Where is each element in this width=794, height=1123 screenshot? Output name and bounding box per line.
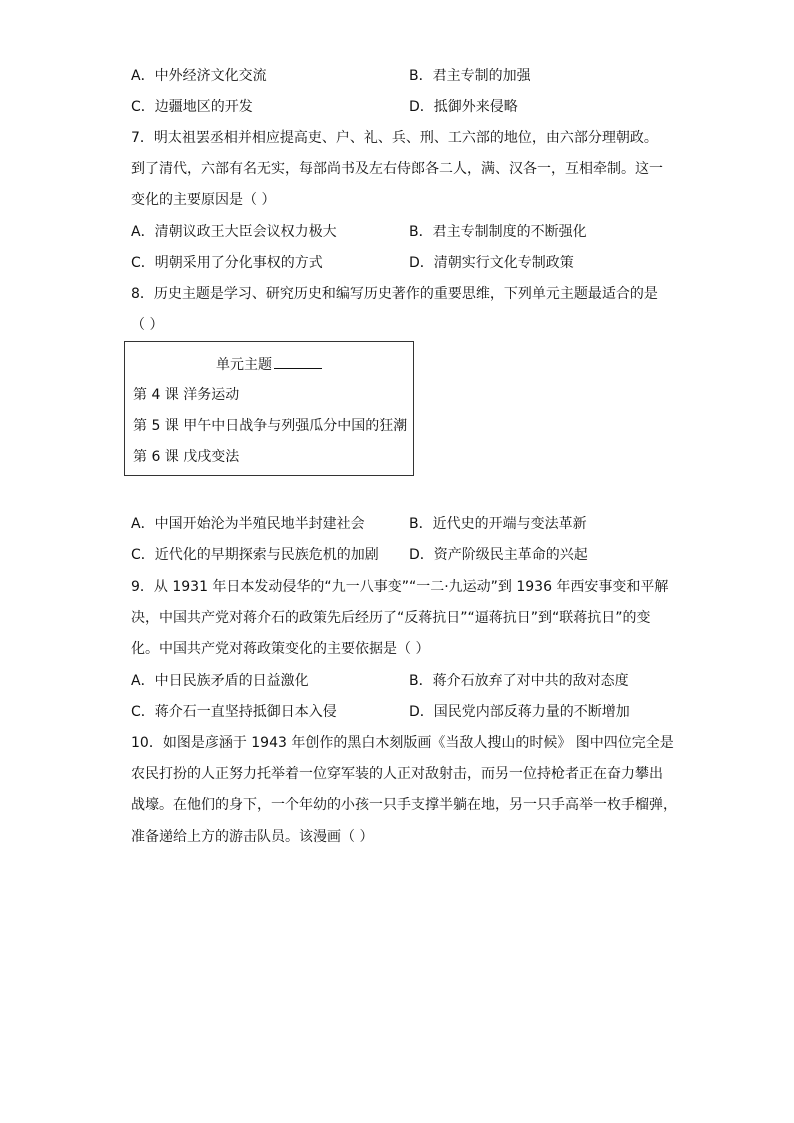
q9-option-b[interactable]: B．蒋介石放弃了对中共的敌对态度: [409, 673, 629, 689]
q9-option-c[interactable]: C．蒋介石一直坚持抵御日本入侵: [131, 704, 337, 720]
q10-stem-line-1: 10．如图是彦涵于 1943 年创作的黑白木刻版画《当敌人搜山的时候》 图中四位完全是: [131, 735, 674, 751]
q6-option-a[interactable]: A．中外经济文化交流: [131, 68, 267, 84]
q7-option-a[interactable]: A．清朝议政王大臣会议权力极大: [131, 224, 337, 240]
q6-option-b[interactable]: B．君主专制的加强: [409, 68, 531, 84]
q8-option-b[interactable]: B．近代史的开端与变法革新: [409, 516, 587, 532]
unit-theme-item-3: 第 6 课 戊戌变法: [133, 449, 240, 465]
q6-option-d[interactable]: D．抵御外来侵略: [409, 99, 518, 115]
q7-stem-line-3: 变化的主要原因是（ ）: [131, 192, 276, 208]
unit-theme-title: [125, 354, 413, 375]
q7-stem-line-1: 7．明太祖罢丞相并相应提高吏、户、礼、兵、刑、工六部的地位，由六部分理朝政。: [131, 130, 658, 146]
q7-stem-line-2: 到了清代，六部有名无实，每部尚书及左右侍郎各二人，满、汉各一，互相牵制。这一: [131, 161, 663, 177]
q10-stem-line-3: 战壕。在他们的身下，一个年幼的小孩一只手支撑半躺在地，另一只手高举一枚手榴弹，: [131, 797, 677, 813]
q10-stem-line-2: 农民打扮的人正努力托举着一位穿军装的人正对敌射击，而另一位持枪者正在奋力攀出: [131, 766, 663, 782]
q7-option-d[interactable]: D．清朝实行文化专制政策: [409, 255, 574, 271]
q8-option-d[interactable]: D．资产阶级民主革命的兴起: [409, 547, 588, 563]
q8-option-a[interactable]: A．中国开始沦为半殖民地半封建社会: [131, 516, 365, 532]
unit-theme-item-1: 第 4 课 洋务运动: [133, 387, 240, 403]
q8-option-c[interactable]: C．近代化的早期探索与民族危机的加剧: [131, 547, 379, 563]
unit-theme-title-text: 单元主题: [216, 357, 272, 373]
unit-theme-box: [124, 341, 414, 476]
q9-stem-line-2: 决，中国共产党对蒋介石的政策先后经历了“反蒋抗日”“逼蒋抗日”到“联蒋抗日”的变: [131, 610, 651, 626]
q9-option-a[interactable]: A．中日民族矛盾的日益激化: [131, 673, 309, 689]
q9-stem-line-1: 9．从 1931 年日本发动侵华的“九一八事变”“一二·九运动”到 1936 年西安事变和平解: [131, 579, 669, 595]
q10-stem-line-4: 准备递给上方的游击队员。该漫画（ ）: [131, 829, 374, 845]
q6-option-c[interactable]: C．边疆地区的开发: [131, 99, 253, 115]
unit-theme-blank: [274, 354, 322, 369]
q9-option-d[interactable]: D．国民党内部反蒋力量的不断增加: [409, 704, 630, 720]
q7-option-c[interactable]: C．明朝采用了分化事权的方式: [131, 255, 323, 271]
q7-option-b[interactable]: B．君主专制制度的不断强化: [409, 224, 587, 240]
q8-stem-line-1: 8．历史主题是学习、研究历史和编写历史著作的重要思维，下列单元主题最适合的是: [131, 286, 658, 302]
unit-theme-item-2: 第 5 课 甲午中日战争与列强瓜分中国的狂潮: [133, 418, 408, 434]
q8-stem-line-2: （ ）: [131, 317, 164, 333]
q9-stem-line-3: 化。中国共产党对蒋政策变化的主要依据是（ ）: [131, 641, 430, 657]
